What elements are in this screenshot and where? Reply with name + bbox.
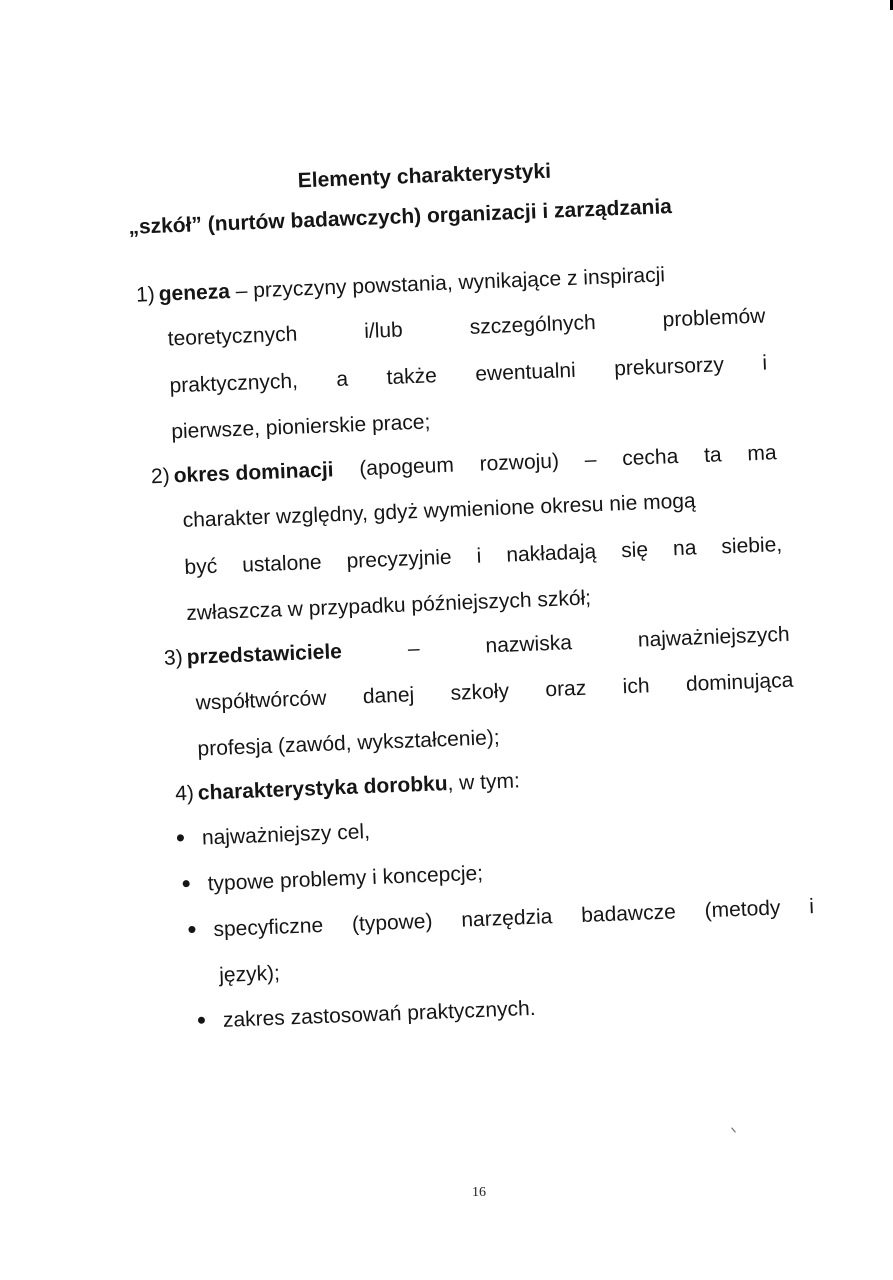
- word: (apogeum: [358, 453, 455, 481]
- word: i: [808, 895, 815, 919]
- section-2-line-3: [184, 531, 783, 582]
- word: prekursorzy: [613, 353, 725, 381]
- word: praktycznych,: [169, 369, 299, 398]
- bullet-text: najważniejszy cel,: [201, 820, 371, 850]
- word: najważniejszych: [637, 622, 790, 652]
- title-line-1: Elementy charakterystyki: [297, 159, 552, 193]
- word: oraz: [544, 676, 587, 702]
- word: ustalone: [241, 550, 323, 577]
- word: ich: [622, 674, 650, 699]
- word: dominująca: [685, 668, 794, 696]
- section-number: 1): [135, 282, 156, 307]
- word: badawcze: [580, 900, 677, 928]
- section-2-line-4: zwłaszcza w przypadku późniejszych szkół;: [185, 586, 592, 625]
- word: ta: [703, 443, 723, 467]
- bullet-item: [182, 860, 483, 900]
- word: nakładają: [505, 540, 597, 567]
- section-term: okres dominacji: [173, 458, 334, 488]
- word: siebie,: [720, 533, 783, 559]
- section-1-first-line: [136, 261, 666, 309]
- word: się: [620, 538, 649, 563]
- word: także: [386, 364, 438, 390]
- word: –: [407, 637, 420, 661]
- section-3-first-line: [164, 621, 791, 673]
- word: teoretycznych: [167, 322, 298, 351]
- bullet-continuation: język);: [218, 961, 281, 987]
- section-text: , w tym:: [447, 769, 521, 796]
- section-3-line-2: [195, 667, 794, 718]
- word: i: [761, 351, 768, 375]
- section-term: geneza: [158, 280, 231, 306]
- bullet-dot-icon: [177, 834, 184, 841]
- bullet-item: [197, 995, 536, 1036]
- word: problemów: [662, 304, 766, 332]
- word: na: [672, 536, 697, 561]
- bullet-item: [176, 818, 370, 853]
- word: ewentualni: [474, 358, 577, 386]
- bullet-dot-icon: [183, 880, 190, 887]
- word: precyzyjnie: [346, 545, 453, 573]
- word: (metody: [704, 896, 781, 923]
- word: ma: [746, 441, 778, 466]
- word: specyficzne: [213, 913, 324, 942]
- bullet-dot-icon: [198, 1017, 205, 1024]
- section-term: przedstawiciele: [186, 640, 343, 669]
- bullet-dot-icon: [188, 926, 195, 933]
- word: i: [476, 544, 482, 568]
- word: szczególnych: [469, 311, 597, 339]
- bullet-text: zakres zastosowań praktycznych.: [222, 996, 536, 1032]
- section-2-first-line: [151, 439, 778, 491]
- word: (typowe): [351, 909, 433, 936]
- word: danej: [362, 683, 415, 709]
- word: być: [184, 554, 218, 580]
- section-3-line-3: profesja (zawód, wykształcenie);: [197, 726, 501, 761]
- word: rozwoju): [479, 449, 560, 476]
- bullet-text: typowe problemy i koncepcje;: [207, 861, 484, 896]
- section-2-line-2: charakter względny, gdyż wymienione okresu nie mogą: [182, 489, 697, 533]
- section-1-line-3: [169, 350, 768, 401]
- word: szkoły: [450, 679, 510, 705]
- word: cecha: [621, 444, 679, 471]
- bullet-item: [188, 893, 815, 945]
- word: narzędzia: [460, 905, 553, 932]
- word: współtwórców: [195, 686, 327, 715]
- section-4-first-line: [175, 767, 521, 808]
- word: –: [584, 448, 597, 472]
- section-number: 2): [150, 464, 171, 489]
- page-number: 16: [472, 1185, 486, 1200]
- title-line-2: „szkół” (nurtów badawczych) organizacji i zarządzania: [128, 195, 673, 239]
- section-term: charakterystyka dorobku: [197, 772, 448, 805]
- section-1-line-2: [167, 303, 766, 354]
- section-number: 3): [163, 646, 184, 670]
- section-1-line-4: pierwsze, pionierskie prace;: [170, 410, 431, 444]
- word: nazwiska: [485, 631, 573, 658]
- section-number: 4): [174, 781, 195, 806]
- word: i/lub: [363, 318, 404, 343]
- section-text: – przyczyny powstania, wynikające z inspiracji: [235, 263, 666, 303]
- word: a: [335, 367, 349, 392]
